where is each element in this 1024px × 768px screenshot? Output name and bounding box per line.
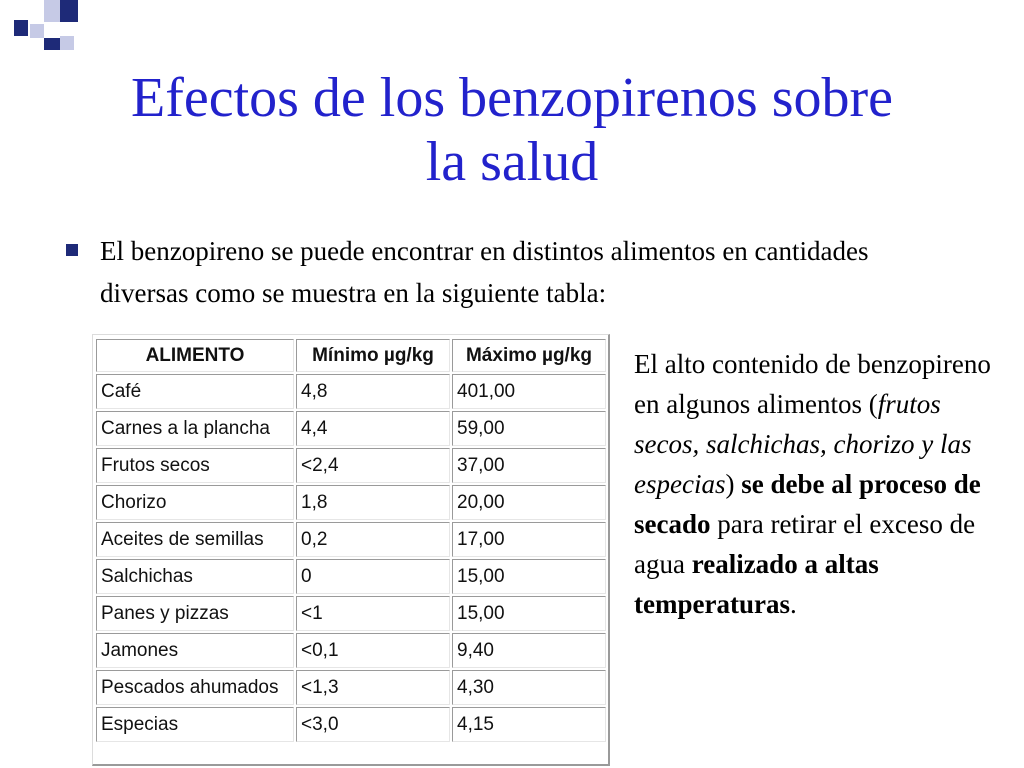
side-text: ): [725, 469, 742, 499]
cell-minimo: 4,8: [296, 374, 450, 409]
bullet-square-icon: [66, 244, 78, 256]
side-paragraph: [634, 344, 1004, 624]
cell-alimento: Especias: [96, 707, 294, 742]
column-header-alimento: ALIMENTO: [96, 339, 294, 372]
decorative-square-navy: [14, 20, 28, 36]
cell-maximo: 17,00: [452, 522, 606, 557]
table-row: [96, 670, 606, 705]
table-row: [96, 374, 606, 409]
cell-maximo: 9,40: [452, 633, 606, 668]
cell-maximo: 4,30: [452, 670, 606, 705]
cell-alimento: Jamones: [96, 633, 294, 668]
side-text-bold: realizado a altas temperaturas: [634, 549, 879, 619]
cell-maximo: 20,00: [452, 485, 606, 520]
cell-minimo: 1,8: [296, 485, 450, 520]
table-row: [96, 596, 606, 631]
cell-minimo: <1: [296, 596, 450, 631]
column-header-minimo: Mínimo µg/kg: [296, 339, 450, 372]
cell-alimento: Chorizo: [96, 485, 294, 520]
cell-minimo: <1,3: [296, 670, 450, 705]
cell-minimo: <3,0: [296, 707, 450, 742]
cell-alimento: Salchichas: [96, 559, 294, 594]
food-table: [94, 337, 608, 744]
column-header-maximo: Máximo µg/kg: [452, 339, 606, 372]
side-text-italic: frutos secos, salchichas, chorizo y las especias: [634, 389, 972, 499]
decorative-square-light: [60, 36, 74, 50]
cell-minimo: <2,4: [296, 448, 450, 483]
cell-maximo: 15,00: [452, 596, 606, 631]
table-header-row: [96, 339, 606, 372]
table-row: [96, 522, 606, 557]
cell-maximo: 401,00: [452, 374, 606, 409]
cell-maximo: 15,00: [452, 559, 606, 594]
table-row: [96, 448, 606, 483]
cell-maximo: 37,00: [452, 448, 606, 483]
decorative-square-light: [44, 0, 60, 22]
table-row: [96, 633, 606, 668]
cell-maximo: 59,00: [452, 411, 606, 446]
cell-maximo: 4,15: [452, 707, 606, 742]
intro-paragraph: El benzopireno se puede encontrar en distintos alimentos en cantidades diversas como se muestra en la siguiente tabla:: [100, 236, 869, 308]
slide-title-line-1: Efectos de los benzopirenos sobre: [131, 67, 893, 129]
decorative-square-navy: [66, 12, 78, 22]
side-text: El alto contenido de benzopireno en algunos alimentos (: [634, 349, 991, 419]
decorative-square-navy: [44, 38, 60, 50]
cell-minimo: 0: [296, 559, 450, 594]
slide-title: [40, 66, 984, 194]
cell-alimento: Pescados ahumados: [96, 670, 294, 705]
cell-alimento: Frutos secos: [96, 448, 294, 483]
side-text: para retirar el exceso de agua: [634, 509, 976, 579]
cell-alimento: Panes y pizzas: [96, 596, 294, 631]
cell-minimo: 0,2: [296, 522, 450, 557]
table-row: [96, 485, 606, 520]
side-text: .: [789, 589, 797, 619]
table-row: [96, 411, 606, 446]
cell-minimo: 4,4: [296, 411, 450, 446]
cell-minimo: <0,1: [296, 633, 450, 668]
side-text-bold: se debe al proceso de secado: [634, 469, 981, 539]
slide-title-line-2: la salud: [425, 131, 599, 193]
cell-alimento: Aceites de semillas: [96, 522, 294, 557]
table-row: [96, 707, 606, 742]
cell-alimento: Café: [96, 374, 294, 409]
cell-alimento: Carnes a la plancha: [96, 411, 294, 446]
food-table-frame: [92, 334, 610, 766]
decorative-square-light: [30, 24, 44, 38]
table-row: [96, 559, 606, 594]
